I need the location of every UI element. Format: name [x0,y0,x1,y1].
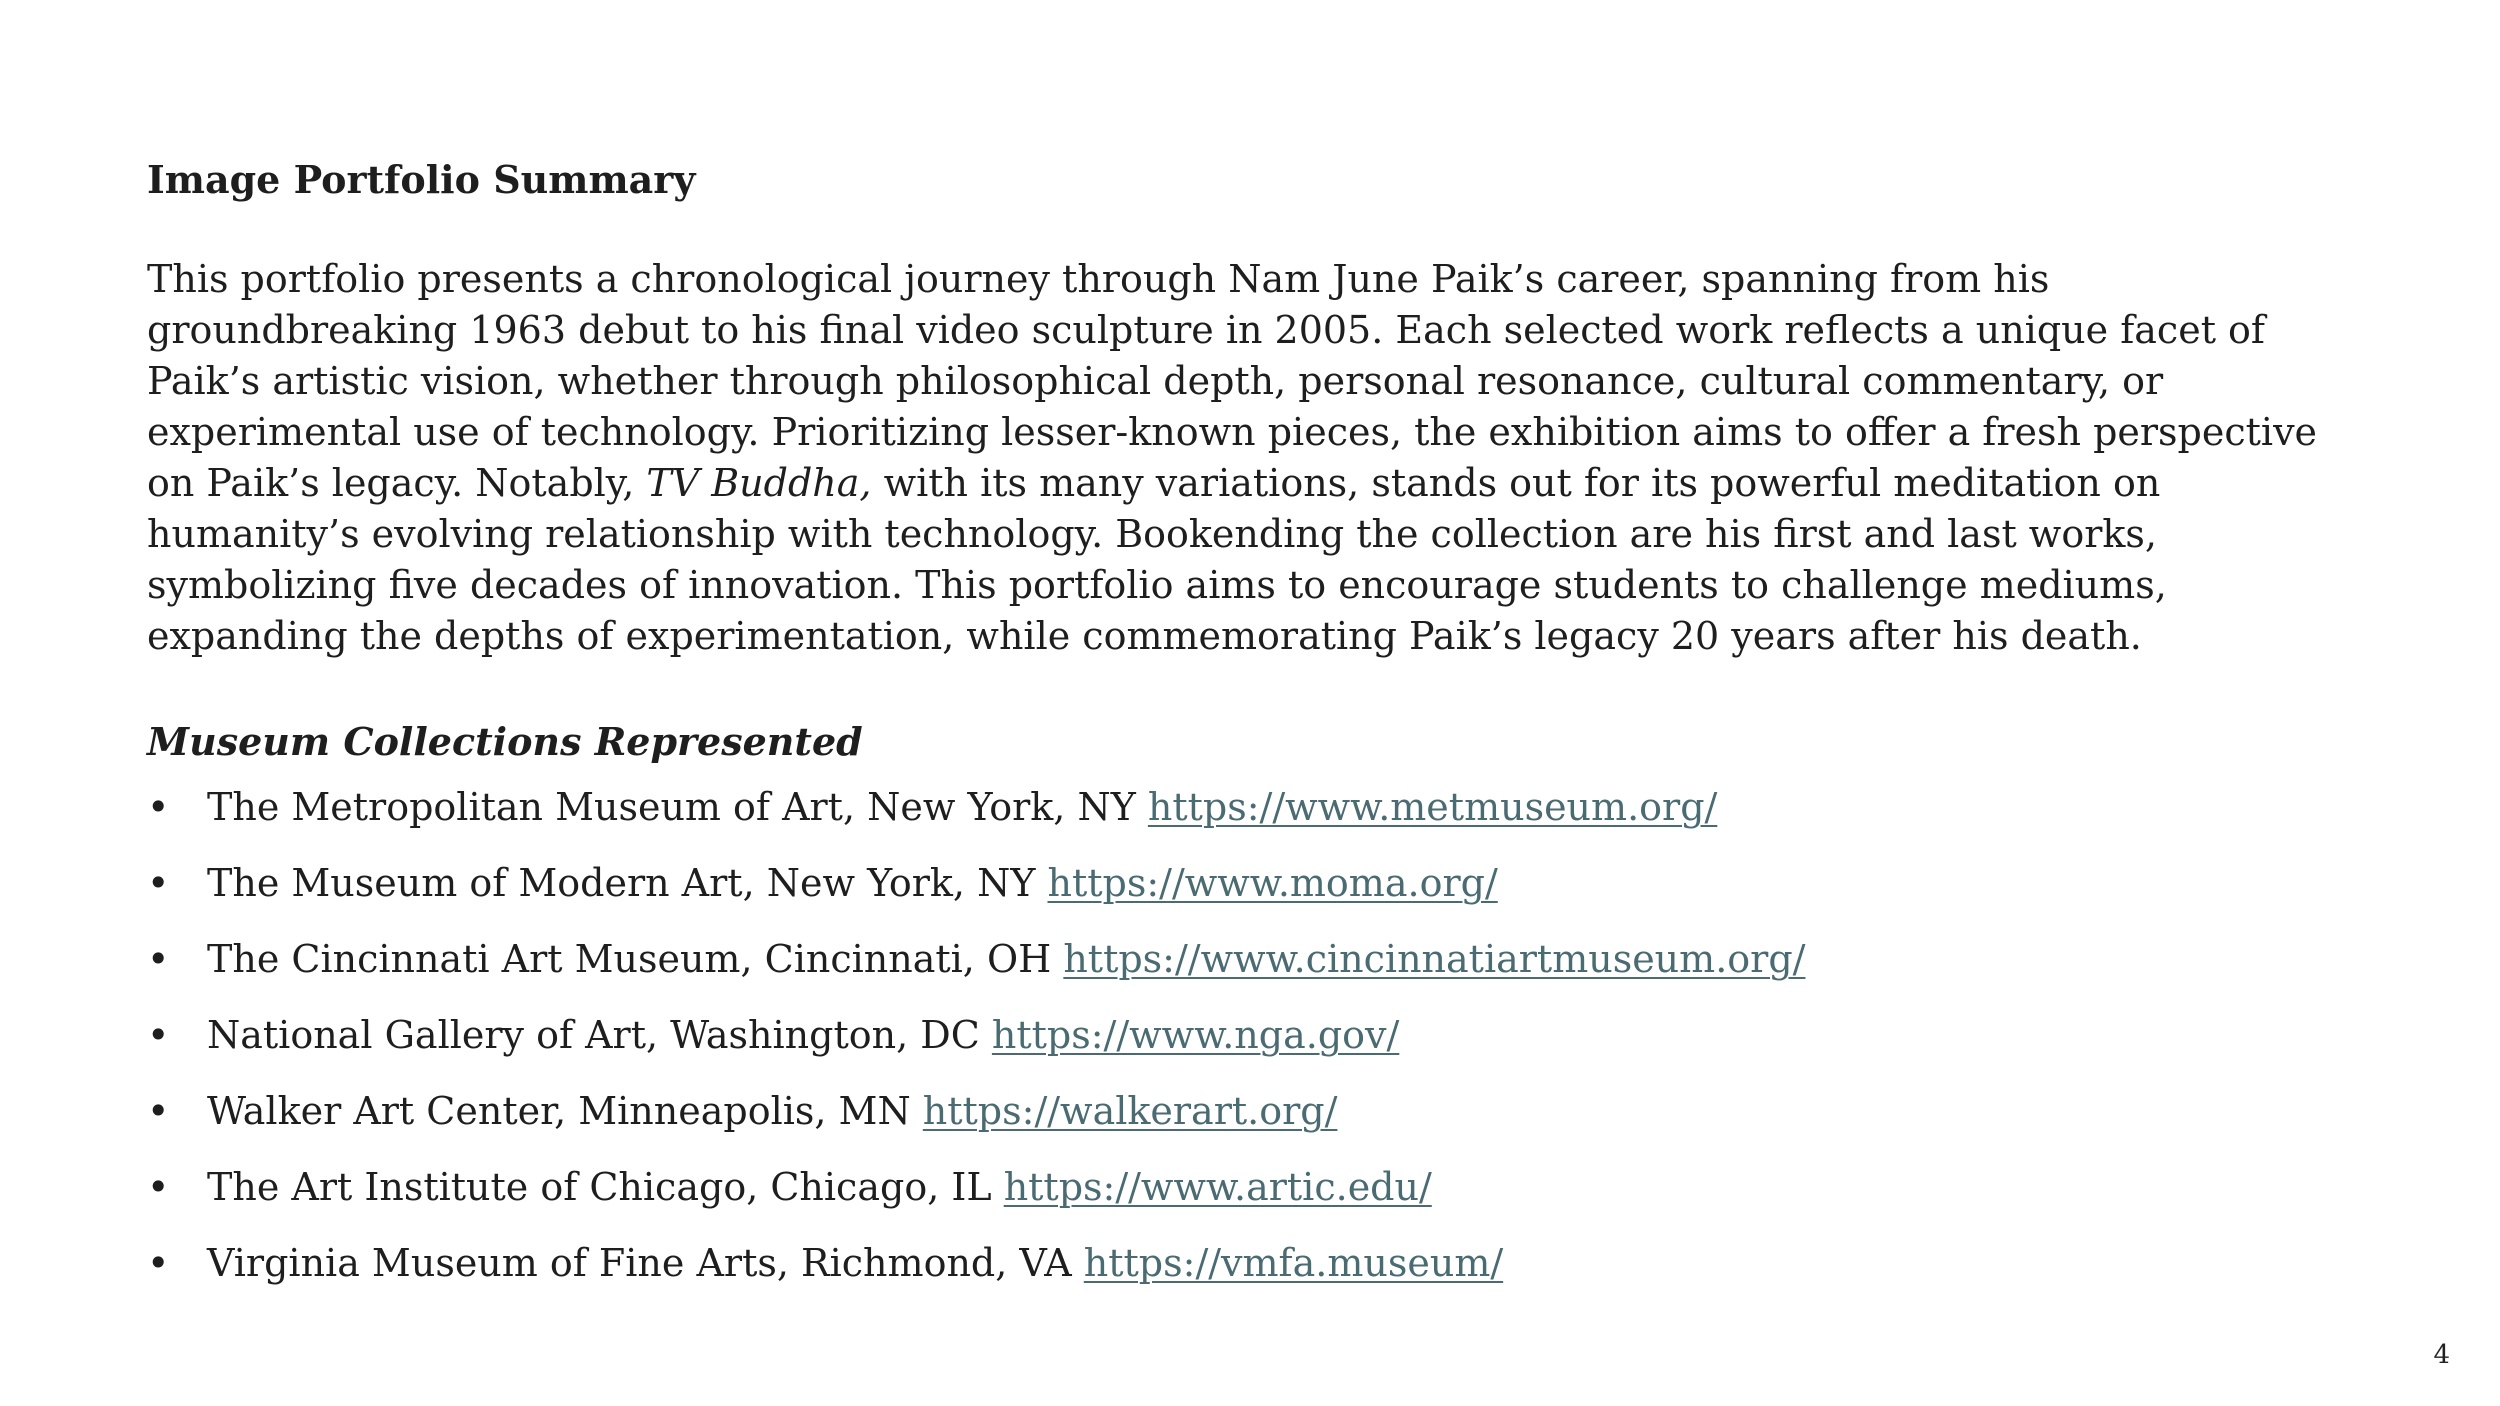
museum-list-item [147,1005,2357,1065]
museum-link[interactable]: https://www.nga.gov/ [991,1013,1400,1057]
summary-text-part-1: This portfolio presents a chronological journey through Nam June Paik’s career, spanning from his groundbreaking 1963 debut to his final video sculpture in 2005. Each selected work reflects a unique facet of Paik’s artistic vision, whether through philosophical depth, personal resonance, cultural commentary, or experimental use of technology. Prioritizing lesser-known pieces, the exhibition aims to offer a fresh perspective on Paik’s legacy. Notably, [147,257,2318,505]
portfolio-summary-paragraph [147,254,2357,662]
page-content [147,150,2357,1309]
museum-name: The Cincinnati Art Museum, Cincinnati, OH [207,937,1064,981]
portfolio-summary-heading: Image Portfolio Summary [147,157,696,202]
museum-name: The Metropolitan Museum of Art, New York, NY [207,785,1148,829]
museum-link[interactable]: https://www.moma.org/ [1047,861,1498,905]
bullet-point: • [147,861,170,905]
museum-link[interactable]: https://www.metmuseum.org/ [1147,785,1718,829]
museum-name: The Art Institute of Chicago, Chicago, IL [207,1165,1004,1209]
museum-name: National Gallery of Art, Washington, DC [207,1013,992,1057]
bullet-point: • [147,1013,170,1057]
museum-link[interactable]: https://vmfa.museum/ [1083,1241,1504,1285]
museum-list-item [147,929,2357,989]
museum-list-item [147,1081,2357,1141]
bullet-point: • [147,785,170,829]
museum-link[interactable]: https://www.cincinnatiartmuseum.org/ [1063,937,1806,981]
museum-list-item [147,1157,2357,1217]
bullet-point: • [147,1241,170,1285]
page-number: 4 [2433,1340,2450,1370]
bullet-point: • [147,937,170,981]
museum-name: Virginia Museum of Fine Arts, Richmond, VA [207,1241,1084,1285]
museum-link[interactable]: https://walkerart.org/ [922,1089,1338,1133]
museum-list [147,777,2357,1293]
museum-name: The Museum of Modern Art, New York, NY [207,861,1048,905]
museum-name: Walker Art Center, Minneapolis, MN [207,1089,923,1133]
museum-collections-heading: Museum Collections Represented [147,719,863,764]
summary-text-part-2: with its many variations, stands out for its powerful meditation on humanity’s evolving relationship with technology. Bookending the collection are his first and last works, symbolizing five decades of innovation. This portfolio aims to encourage students to challenge mediums, expanding the depths of experimentation, while commemorating Paik’s legacy 20 years after his death. [147,461,2167,658]
museum-list-item [147,853,2357,913]
museum-list-item [147,777,2357,837]
bullet-point: • [147,1165,170,1209]
museum-list-item [147,1233,2357,1293]
summary-artwork-title: TV Buddha, [646,461,872,505]
museum-link[interactable]: https://www.artic.edu/ [1003,1165,1432,1209]
bullet-point: • [147,1089,170,1133]
